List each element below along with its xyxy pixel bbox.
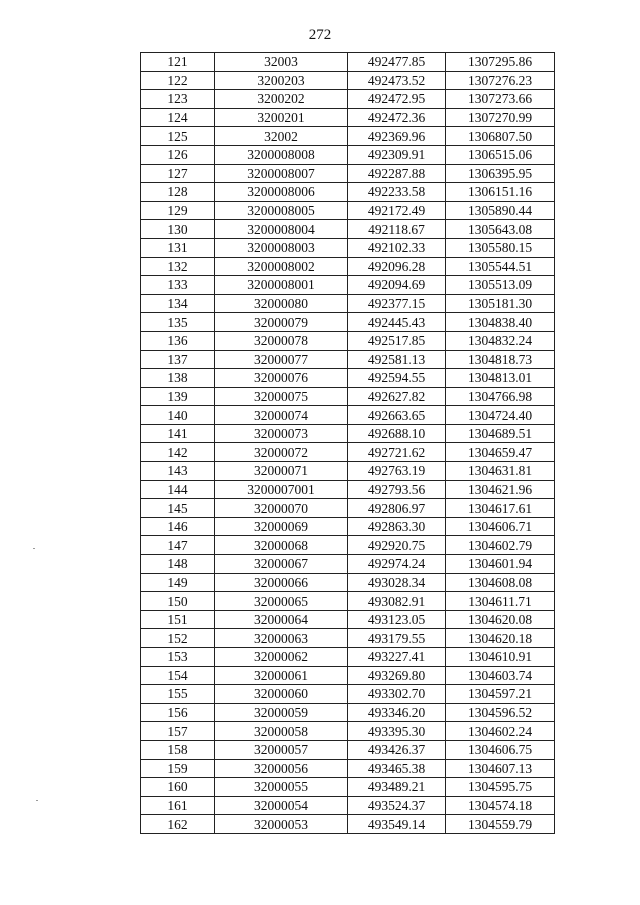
x-coordinate-cell: 492118.67 [348, 220, 446, 239]
table-row [141, 164, 555, 183]
point-id-cell: 32000059 [215, 703, 348, 722]
x-coordinate-cell: 492377.15 [348, 294, 446, 313]
row-number-cell: 138 [141, 369, 215, 388]
row-number-cell: 122 [141, 71, 215, 90]
table-row [141, 257, 555, 276]
y-coordinate-cell: 1304597.21 [446, 685, 555, 704]
point-id-cell: 32000063 [215, 629, 348, 648]
row-number-cell: 137 [141, 350, 215, 369]
y-coordinate-cell: 1304724.40 [446, 406, 555, 425]
table-row [141, 610, 555, 629]
y-coordinate-cell: 1304689.51 [446, 424, 555, 443]
row-number-cell: 136 [141, 331, 215, 350]
point-id-cell: 32000077 [215, 350, 348, 369]
x-coordinate-cell: 493346.20 [348, 703, 446, 722]
table-row [141, 722, 555, 741]
point-id-cell: 32000068 [215, 536, 348, 555]
x-coordinate-cell: 492473.52 [348, 71, 446, 90]
x-coordinate-cell: 492581.13 [348, 350, 446, 369]
point-id-cell: 32000080 [215, 294, 348, 313]
point-id-cell: 32000075 [215, 387, 348, 406]
scan-speck [33, 548, 35, 549]
y-coordinate-cell: 1304606.71 [446, 517, 555, 536]
row-number-cell: 133 [141, 276, 215, 295]
table-row [141, 220, 555, 239]
table-row [141, 480, 555, 499]
x-coordinate-cell: 493028.34 [348, 573, 446, 592]
row-number-cell: 160 [141, 778, 215, 797]
point-id-cell: 32000073 [215, 424, 348, 443]
y-coordinate-cell: 1307270.99 [446, 108, 555, 127]
row-number-cell: 130 [141, 220, 215, 239]
y-coordinate-cell: 1304766.98 [446, 387, 555, 406]
table-row [141, 573, 555, 592]
row-number-cell: 152 [141, 629, 215, 648]
row-number-cell: 150 [141, 592, 215, 611]
x-coordinate-cell: 493123.05 [348, 610, 446, 629]
point-id-cell: 32000054 [215, 796, 348, 815]
row-number-cell: 131 [141, 238, 215, 257]
x-coordinate-cell: 492172.49 [348, 201, 446, 220]
x-coordinate-cell: 492721.62 [348, 443, 446, 462]
point-id-cell: 32000057 [215, 740, 348, 759]
row-number-cell: 128 [141, 183, 215, 202]
point-id-cell: 32000069 [215, 517, 348, 536]
point-id-cell: 32003 [215, 53, 348, 72]
x-coordinate-cell: 492472.36 [348, 108, 446, 127]
table-row [141, 350, 555, 369]
table-row [141, 462, 555, 481]
row-number-cell: 129 [141, 201, 215, 220]
y-coordinate-cell: 1305890.44 [446, 201, 555, 220]
table-row [141, 183, 555, 202]
row-number-cell: 126 [141, 145, 215, 164]
y-coordinate-cell: 1306807.50 [446, 127, 555, 146]
y-coordinate-cell: 1305580.15 [446, 238, 555, 257]
table-row [141, 443, 555, 462]
y-coordinate-cell: 1304838.40 [446, 313, 555, 332]
table-row [141, 108, 555, 127]
x-coordinate-cell: 493426.37 [348, 740, 446, 759]
table-row [141, 53, 555, 72]
y-coordinate-cell: 1304606.75 [446, 740, 555, 759]
table-row [141, 555, 555, 574]
row-number-cell: 158 [141, 740, 215, 759]
row-number-cell: 127 [141, 164, 215, 183]
row-number-cell: 162 [141, 815, 215, 834]
point-id-cell: 3200008006 [215, 183, 348, 202]
scan-speck [36, 800, 38, 801]
point-id-cell: 32000062 [215, 648, 348, 667]
point-id-cell: 32002 [215, 127, 348, 146]
point-id-cell: 3200203 [215, 71, 348, 90]
point-id-cell: 3200007001 [215, 480, 348, 499]
x-coordinate-cell: 493489.21 [348, 778, 446, 797]
y-coordinate-cell: 1306151.16 [446, 183, 555, 202]
point-id-cell: 3200008005 [215, 201, 348, 220]
row-number-cell: 147 [141, 536, 215, 555]
y-coordinate-cell: 1305181.30 [446, 294, 555, 313]
x-coordinate-cell: 492287.88 [348, 164, 446, 183]
point-id-cell: 32000079 [215, 313, 348, 332]
row-number-cell: 155 [141, 685, 215, 704]
row-number-cell: 140 [141, 406, 215, 425]
point-id-cell: 32000066 [215, 573, 348, 592]
point-id-cell: 32000056 [215, 759, 348, 778]
row-number-cell: 151 [141, 610, 215, 629]
point-id-cell: 32000055 [215, 778, 348, 797]
table-row [141, 201, 555, 220]
point-id-cell: 3200008002 [215, 257, 348, 276]
y-coordinate-cell: 1304559.79 [446, 815, 555, 834]
table-row [141, 592, 555, 611]
x-coordinate-cell: 493269.80 [348, 666, 446, 685]
x-coordinate-cell: 492688.10 [348, 424, 446, 443]
x-coordinate-cell: 493524.37 [348, 796, 446, 815]
x-coordinate-cell: 492369.96 [348, 127, 446, 146]
row-number-cell: 156 [141, 703, 215, 722]
row-number-cell: 134 [141, 294, 215, 313]
x-coordinate-cell: 493302.70 [348, 685, 446, 704]
x-coordinate-cell: 492793.56 [348, 480, 446, 499]
y-coordinate-cell: 1304607.13 [446, 759, 555, 778]
row-number-cell: 161 [141, 796, 215, 815]
row-number-cell: 132 [141, 257, 215, 276]
y-coordinate-cell: 1305643.08 [446, 220, 555, 239]
y-coordinate-cell: 1304832.24 [446, 331, 555, 350]
point-id-cell: 32000060 [215, 685, 348, 704]
point-id-cell: 3200201 [215, 108, 348, 127]
y-coordinate-cell: 1304620.08 [446, 610, 555, 629]
y-coordinate-cell: 1306395.95 [446, 164, 555, 183]
row-number-cell: 123 [141, 90, 215, 109]
point-id-cell: 3200008004 [215, 220, 348, 239]
y-coordinate-cell: 1304596.52 [446, 703, 555, 722]
y-coordinate-cell: 1304631.81 [446, 462, 555, 481]
row-number-cell: 143 [141, 462, 215, 481]
x-coordinate-cell: 493082.91 [348, 592, 446, 611]
point-id-cell: 32000070 [215, 499, 348, 518]
x-coordinate-cell: 492920.75 [348, 536, 446, 555]
row-number-cell: 121 [141, 53, 215, 72]
x-coordinate-cell: 493465.38 [348, 759, 446, 778]
table-row [141, 740, 555, 759]
point-id-cell: 32000064 [215, 610, 348, 629]
y-coordinate-cell: 1304595.75 [446, 778, 555, 797]
x-coordinate-cell: 492094.69 [348, 276, 446, 295]
point-id-cell: 32000074 [215, 406, 348, 425]
row-number-cell: 159 [141, 759, 215, 778]
point-id-cell: 3200008001 [215, 276, 348, 295]
point-id-cell: 3200008003 [215, 238, 348, 257]
point-id-cell: 32000072 [215, 443, 348, 462]
table-row [141, 517, 555, 536]
y-coordinate-cell: 1304608.08 [446, 573, 555, 592]
x-coordinate-cell: 492863.30 [348, 517, 446, 536]
row-number-cell: 139 [141, 387, 215, 406]
x-coordinate-cell: 492477.85 [348, 53, 446, 72]
table-row [141, 685, 555, 704]
x-coordinate-cell: 492309.91 [348, 145, 446, 164]
row-number-cell: 154 [141, 666, 215, 685]
y-coordinate-cell: 1304617.61 [446, 499, 555, 518]
table-row [141, 703, 555, 722]
x-coordinate-cell: 493227.41 [348, 648, 446, 667]
table-row [141, 294, 555, 313]
table-row [141, 145, 555, 164]
table-row [141, 759, 555, 778]
point-id-cell: 3200008008 [215, 145, 348, 164]
x-coordinate-cell: 493395.30 [348, 722, 446, 741]
table-row [141, 387, 555, 406]
page-number: 272 [308, 27, 332, 43]
x-coordinate-cell: 492472.95 [348, 90, 446, 109]
coordinates-table-body [141, 53, 555, 834]
x-coordinate-cell: 492445.43 [348, 313, 446, 332]
row-number-cell: 125 [141, 127, 215, 146]
y-coordinate-cell: 1307295.86 [446, 53, 555, 72]
y-coordinate-cell: 1304601.94 [446, 555, 555, 574]
table-row [141, 406, 555, 425]
row-number-cell: 148 [141, 555, 215, 574]
y-coordinate-cell: 1304610.91 [446, 648, 555, 667]
x-coordinate-cell: 492663.65 [348, 406, 446, 425]
point-id-cell: 3200202 [215, 90, 348, 109]
table-row [141, 238, 555, 257]
x-coordinate-cell: 492517.85 [348, 331, 446, 350]
y-coordinate-cell: 1304603.74 [446, 666, 555, 685]
table-row [141, 369, 555, 388]
table-row [141, 796, 555, 815]
row-number-cell: 144 [141, 480, 215, 499]
x-coordinate-cell: 492233.58 [348, 183, 446, 202]
row-number-cell: 157 [141, 722, 215, 741]
y-coordinate-cell: 1306515.06 [446, 145, 555, 164]
table-row [141, 629, 555, 648]
y-coordinate-cell: 1304611.71 [446, 592, 555, 611]
table-row [141, 127, 555, 146]
y-coordinate-cell: 1304621.96 [446, 480, 555, 499]
x-coordinate-cell: 492096.28 [348, 257, 446, 276]
x-coordinate-cell: 492627.82 [348, 387, 446, 406]
point-id-cell: 32000058 [215, 722, 348, 741]
table-row [141, 71, 555, 90]
x-coordinate-cell: 492102.33 [348, 238, 446, 257]
table-row [141, 666, 555, 685]
row-number-cell: 141 [141, 424, 215, 443]
x-coordinate-cell: 492594.55 [348, 369, 446, 388]
table-row [141, 331, 555, 350]
y-coordinate-cell: 1304818.73 [446, 350, 555, 369]
row-number-cell: 149 [141, 573, 215, 592]
point-id-cell: 32000061 [215, 666, 348, 685]
x-coordinate-cell: 493549.14 [348, 815, 446, 834]
row-number-cell: 142 [141, 443, 215, 462]
row-number-cell: 153 [141, 648, 215, 667]
x-coordinate-cell: 492763.19 [348, 462, 446, 481]
y-coordinate-cell: 1304813.01 [446, 369, 555, 388]
y-coordinate-cell: 1304620.18 [446, 629, 555, 648]
table-row [141, 499, 555, 518]
table-row [141, 648, 555, 667]
row-number-cell: 124 [141, 108, 215, 127]
x-coordinate-cell: 493179.55 [348, 629, 446, 648]
y-coordinate-cell: 1307276.23 [446, 71, 555, 90]
table-row [141, 815, 555, 834]
table-row [141, 778, 555, 797]
row-number-cell: 145 [141, 499, 215, 518]
table-row [141, 536, 555, 555]
table-row [141, 276, 555, 295]
y-coordinate-cell: 1305513.09 [446, 276, 555, 295]
point-id-cell: 32000067 [215, 555, 348, 574]
x-coordinate-cell: 492806.97 [348, 499, 446, 518]
y-coordinate-cell: 1304574.18 [446, 796, 555, 815]
y-coordinate-cell: 1304602.79 [446, 536, 555, 555]
point-id-cell: 32000078 [215, 331, 348, 350]
table-row [141, 313, 555, 332]
coordinates-table [140, 52, 555, 834]
point-id-cell: 32000053 [215, 815, 348, 834]
x-coordinate-cell: 492974.24 [348, 555, 446, 574]
y-coordinate-cell: 1304659.47 [446, 443, 555, 462]
row-number-cell: 146 [141, 517, 215, 536]
y-coordinate-cell: 1307273.66 [446, 90, 555, 109]
point-id-cell: 3200008007 [215, 164, 348, 183]
y-coordinate-cell: 1304602.24 [446, 722, 555, 741]
row-number-cell: 135 [141, 313, 215, 332]
table-row [141, 90, 555, 109]
point-id-cell: 32000071 [215, 462, 348, 481]
point-id-cell: 32000076 [215, 369, 348, 388]
point-id-cell: 32000065 [215, 592, 348, 611]
table-row [141, 424, 555, 443]
y-coordinate-cell: 1305544.51 [446, 257, 555, 276]
